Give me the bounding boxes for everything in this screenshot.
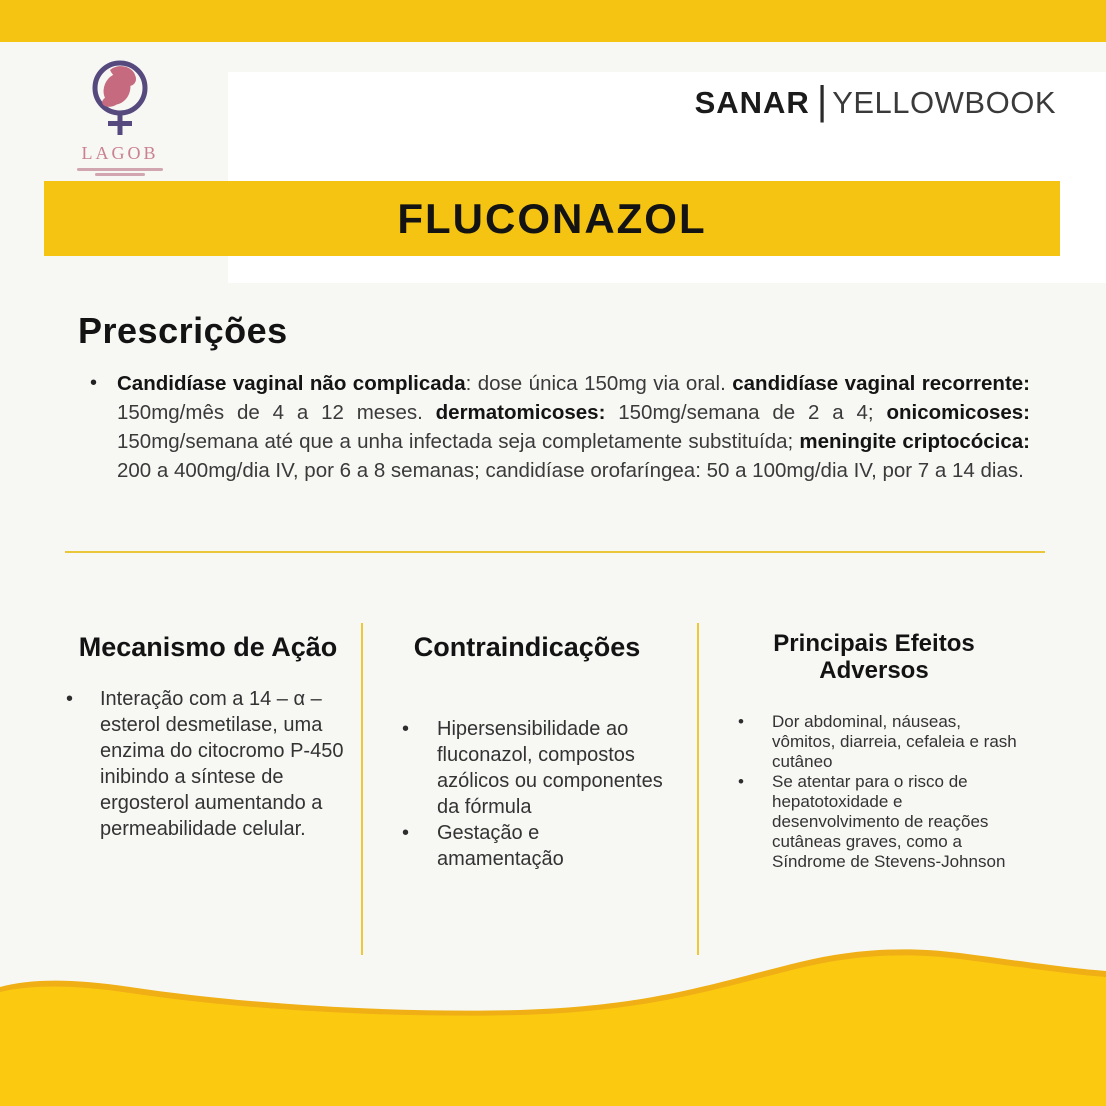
- bullet-marker: •: [90, 372, 98, 394]
- column-heading: Principais Efeitos Adversos: [773, 630, 975, 684]
- bullet-marker: •: [738, 712, 744, 731]
- column-heading: Mecanismo de Ação: [78, 632, 338, 662]
- top-accent-bar: [0, 0, 1106, 42]
- column-divider: [697, 623, 699, 955]
- column-principais-efeitos-adversos: [724, 630, 1024, 872]
- list-item: [390, 716, 664, 820]
- lagob-tagline-line: [95, 173, 145, 176]
- list-item: [64, 686, 352, 842]
- bullet-marker: •: [402, 718, 410, 740]
- bottom-wave-graphic: [0, 926, 1106, 1106]
- bullet-marker: •: [402, 822, 410, 844]
- prescriptions-item: [78, 369, 1030, 485]
- column-mecanismo-de-acao: [64, 630, 352, 842]
- prescriptions-section: [78, 310, 1030, 485]
- page-title: FLUCONAZOL: [397, 194, 707, 242]
- list-item: [390, 820, 664, 872]
- list-item-text: Interação com a 14 – α – esterol desmetilase, uma enzima do citocromo P-450 inibindo a síntese de ergosterol aumentando a permeabilidade celular.: [100, 688, 344, 840]
- list-item-text: Gestação e amamentação: [437, 822, 564, 870]
- lagob-tagline: [56, 168, 184, 176]
- prescriptions-text: Candidíase vaginal não complicada: dose única 150mg via oral. candidíase vaginal recorrente: 150mg/mês de 4 a 12 meses. dermatomicoses: 150mg/semana de 2 a 4; onicomicoses: 150mg/semana até que a unha infectada seja completamente substituída; meningite criptocócica: 200 a 400mg/dia IV, por 6 a 8 semanas; candidíase orofaríngea: 50 a 100mg/dia IV, por 7 a 14 dias.: [117, 372, 1031, 482]
- list-item: [724, 772, 1024, 872]
- lagob-logo: [56, 58, 184, 176]
- column-divider: [361, 623, 363, 955]
- female-symbol-fetus-icon: [58, 58, 182, 140]
- column-heading: Contraindicações: [413, 632, 641, 662]
- list-item-text: Se atentar para o risco de hepatotoxidade e desenvolvimento de reações cutâneas graves, como a Síndrome de Stevens-Johnson: [772, 772, 1006, 871]
- bottom-wave: [0, 926, 1106, 1106]
- brand-yellowbook: YELLOWBOOK: [832, 84, 1056, 120]
- bullet-marker: •: [738, 772, 744, 791]
- lagob-logo-text: LAGOB: [81, 143, 159, 163]
- title-banner: [44, 181, 1060, 256]
- list-item-text: Dor abdominal, náuseas, vômitos, diarreia, cefaleia e rash cutâneo: [772, 712, 1017, 771]
- wave-shape: [0, 955, 1106, 1106]
- list-item-text: Hipersensibilidade ao fluconazol, compostos azólicos ou componentes da fórmula: [437, 718, 663, 818]
- list-item: [724, 712, 1024, 772]
- bullet-marker: •: [66, 688, 74, 710]
- section-divider: [65, 551, 1045, 553]
- sanar-yellowbook-logo: [694, 79, 1056, 123]
- column-contraindicacoes: [390, 630, 664, 872]
- brand-separator: |: [816, 79, 828, 123]
- brand-sanar: SANAR: [694, 84, 810, 120]
- prescriptions-heading: Prescrições: [78, 310, 288, 351]
- lagob-tagline-line: [77, 168, 163, 171]
